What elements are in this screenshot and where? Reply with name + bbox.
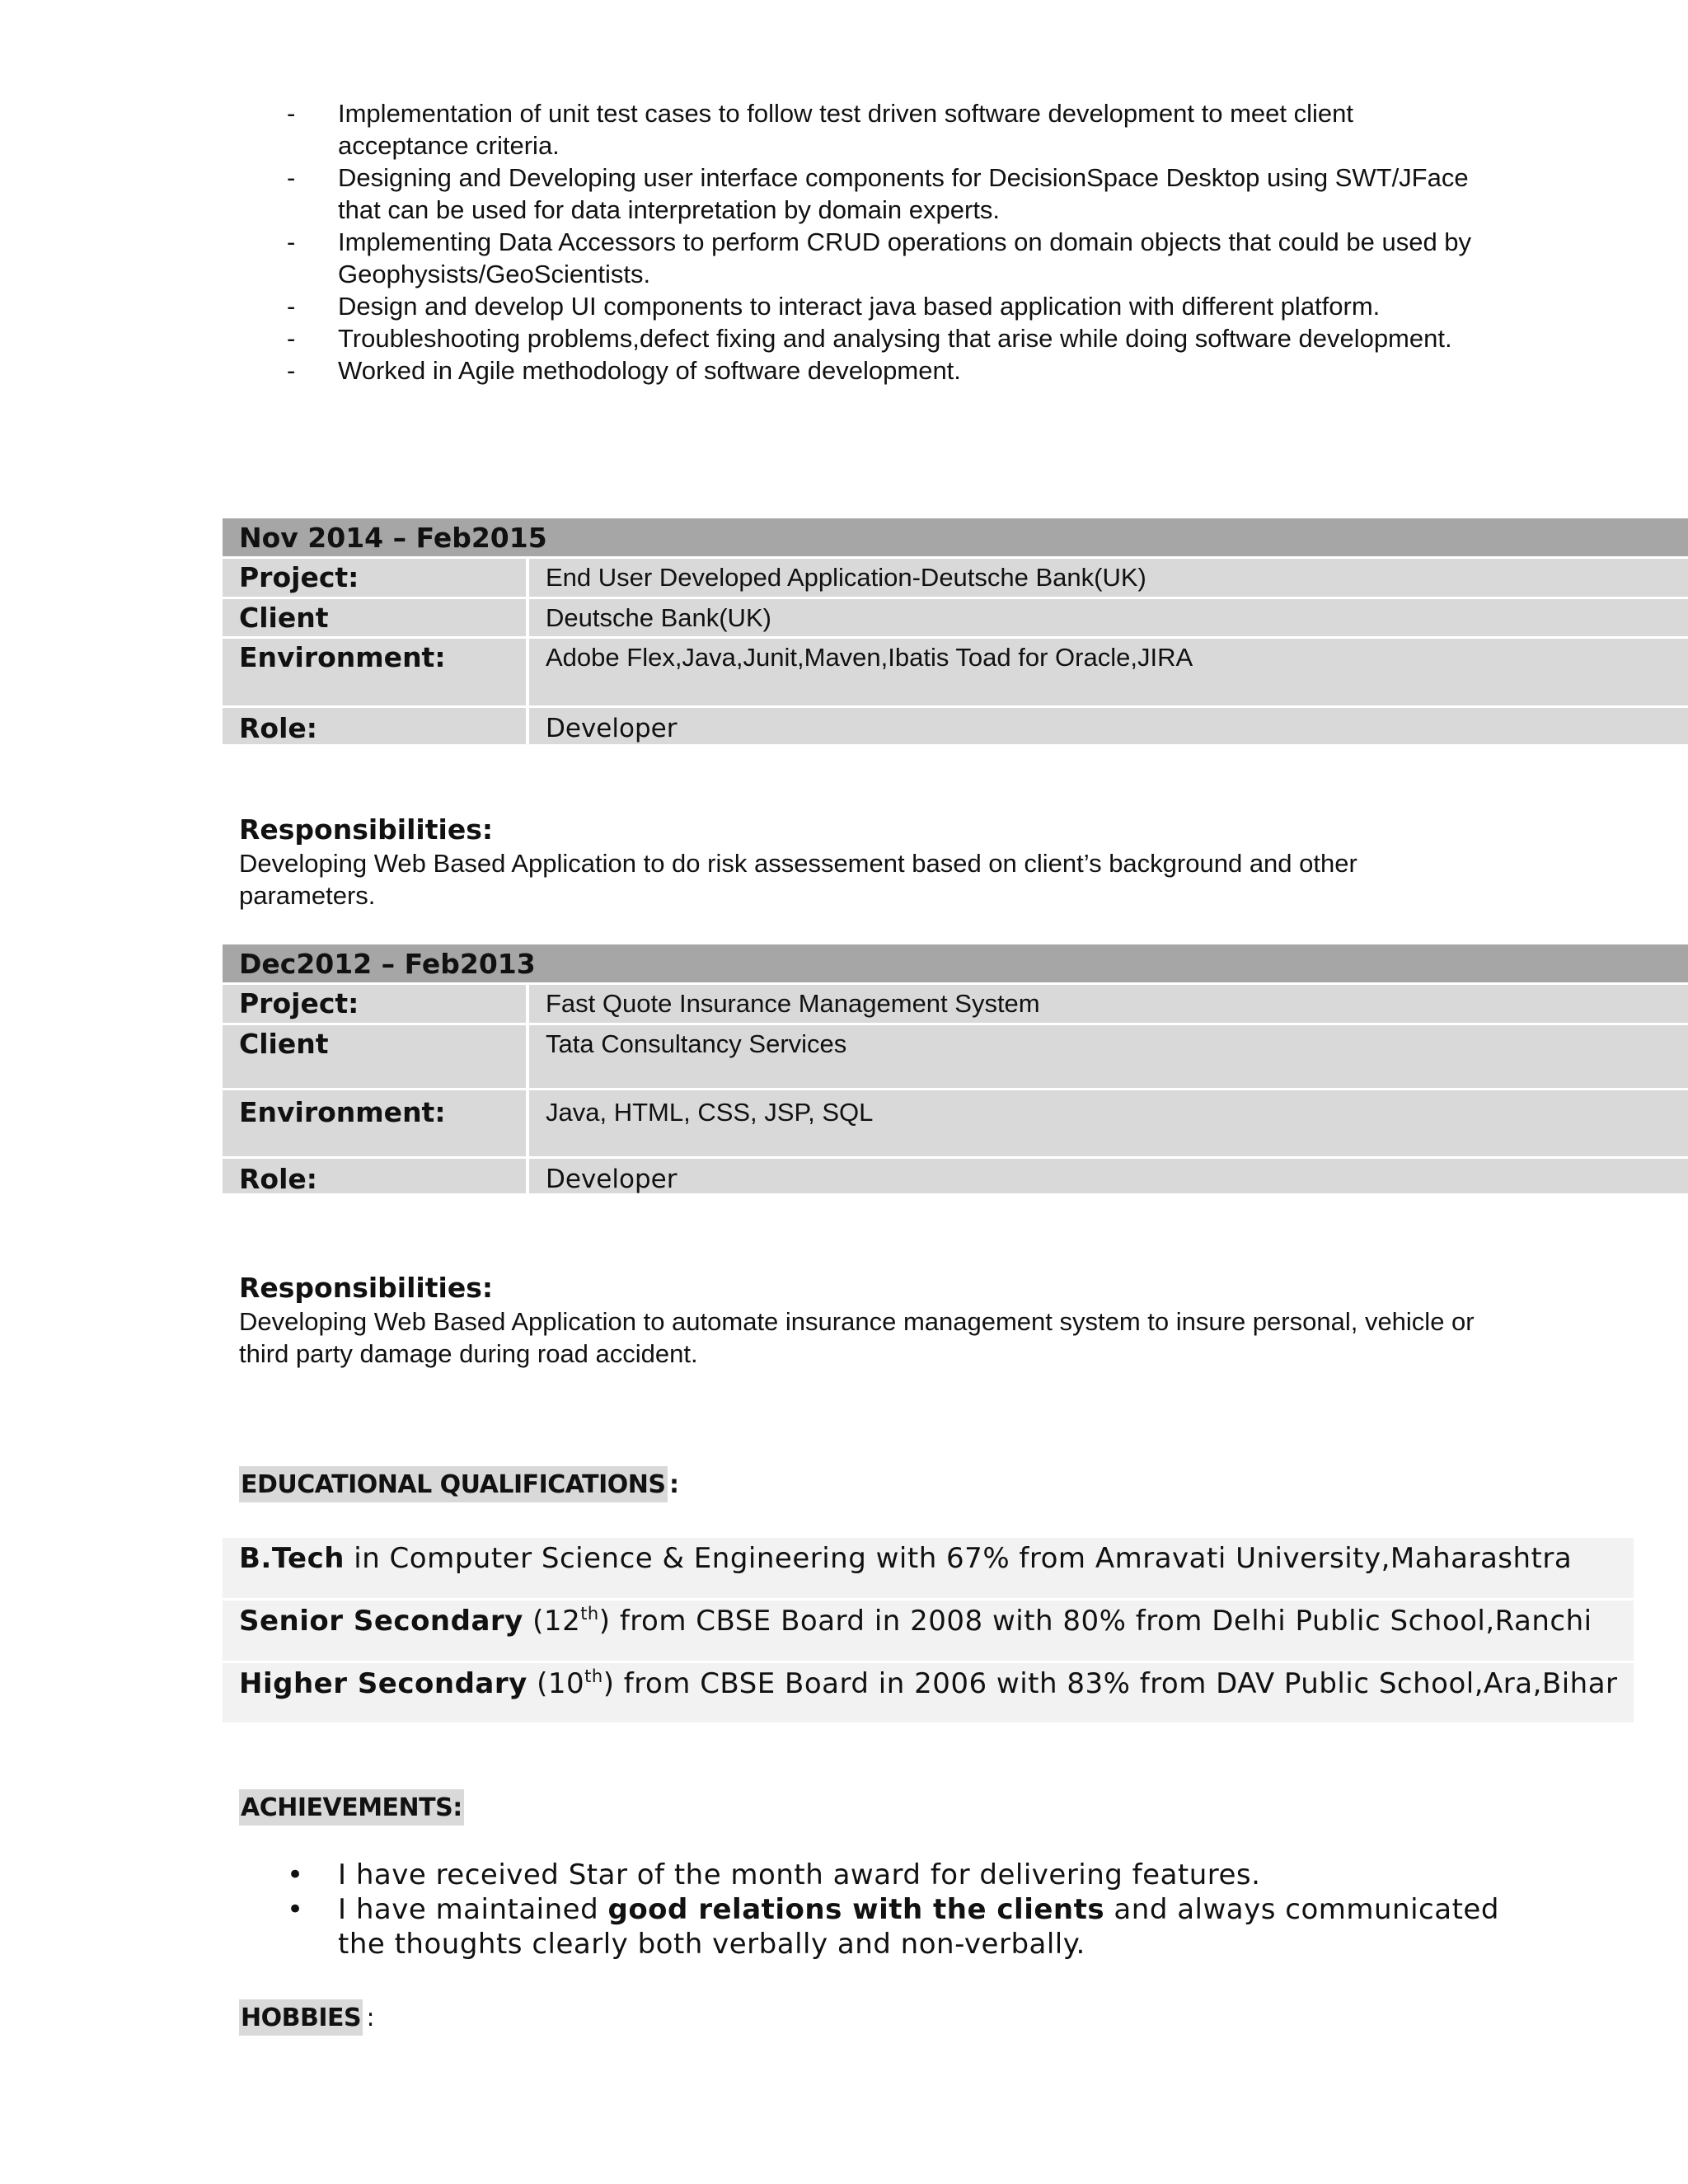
achievement-text: I have maintained <box>338 1893 608 1926</box>
bullet: • <box>287 1858 304 1891</box>
degree-name: Higher Secondary <box>239 1667 528 1700</box>
list-item-text: Worked in Agile methodology of software development. <box>338 356 961 385</box>
list-item-text: Design and develop UI components to interact java based application with different platform. <box>338 292 1381 321</box>
responsibilities-block-2 <box>239 1271 1475 1370</box>
dash-bullet: - <box>287 163 296 192</box>
dash-bullet: - <box>287 227 296 256</box>
bullet: • <box>287 1893 304 1926</box>
client-label: Client <box>223 599 529 636</box>
project-table-1 <box>223 518 1688 747</box>
project-label: Project: <box>223 985 529 1023</box>
education-row <box>223 1663 1634 1722</box>
role-label: Role: <box>223 1159 529 1193</box>
list-item <box>280 97 1475 162</box>
dash-bullet: - <box>287 356 296 385</box>
role-row <box>223 708 1688 747</box>
client-name: Tata Consultancy Services <box>529 1025 1688 1088</box>
degree-details: ) from CBSE Board in 2008 with 80% from Delhi Public School,Ranchi <box>598 1605 1592 1638</box>
responsibilities-title: Responsibilities: <box>239 813 494 846</box>
ordinal-suffix: th <box>580 1604 599 1624</box>
list-item <box>280 354 1475 387</box>
environment-label: Environment: <box>223 1090 529 1156</box>
list-item-text: Implementing Data Accessors to perform CRUD operations on domain objects that could be used by Geophysists/GeoScientists. <box>338 227 1472 288</box>
degree-details: in Computer Science & Engineering with 67% from Amravati University,Maharashtra <box>344 1542 1573 1575</box>
responsibilities-dash-list <box>280 97 1475 387</box>
environment-row <box>223 639 1688 708</box>
environment-value: Java, HTML, CSS, JSP, SQL <box>529 1090 1688 1156</box>
ordinal-suffix: th <box>584 1666 603 1686</box>
list-item <box>280 226 1475 290</box>
dash-bullet: - <box>287 292 296 321</box>
education-heading <box>239 1466 679 1502</box>
role-row <box>223 1159 1688 1196</box>
achievement-text: I have received Star of the month award for delivering features. <box>338 1858 1261 1891</box>
dash-bullet: - <box>287 324 296 353</box>
education-row <box>223 1538 1634 1601</box>
degree-name: Senior Secondary <box>239 1605 523 1638</box>
degree-details: (12 <box>523 1605 581 1638</box>
list-item-text: Troubleshooting problems,defect fixing and analysing that arise while doing software development. <box>338 324 1452 353</box>
degree-details: ) from CBSE Board in 2006 with 83% from DAV Public School,Ara,Bihar <box>603 1667 1618 1700</box>
degree-details: (10 <box>527 1667 585 1700</box>
education-row <box>223 1601 1634 1663</box>
role-label: Role: <box>223 708 529 744</box>
client-label: Client <box>223 1025 529 1088</box>
list-item <box>280 290 1475 322</box>
client-row <box>223 599 1688 639</box>
project-row <box>223 559 1688 599</box>
list-item <box>280 322 1475 354</box>
project-name: End User Developed Application-Deutsche Bank(UK) <box>529 559 1688 597</box>
hobbies-heading-text: HOBBIES <box>241 2004 362 2032</box>
education-table <box>223 1538 1634 1722</box>
project-period: Dec2012 – Feb2013 <box>223 944 1688 985</box>
dash-bullet: - <box>287 99 296 128</box>
achievements-heading: ACHIEVEMENTS: <box>239 1789 464 1825</box>
list-item-text: Implementation of unit test cases to follow test driven software development to meet client acceptance criteria. <box>338 99 1354 160</box>
role-value: Developer <box>529 708 1688 744</box>
education-heading-colon: : <box>668 1466 679 1504</box>
list-item <box>280 1892 1517 1961</box>
environment-value: Adobe Flex,Java,Junit,Maven,Ibatis Toad for Oracle,JIRA <box>529 639 1688 705</box>
responsibilities-title: Responsibilities: <box>239 1272 494 1304</box>
project-period: Nov 2014 – Feb2015 <box>223 518 1688 559</box>
list-item <box>280 1858 1517 1892</box>
project-table-2 <box>223 944 1688 1196</box>
education-heading-text: EDUCATIONAL QUALIFICATIONS <box>241 1470 666 1499</box>
list-item-text: Designing and Developing user interface components for DecisionSpace Desktop using SWT/JFace that can be used for data interpretation by domain experts. <box>338 163 1469 224</box>
achievement-text: and always communicated the thoughts clearly both verbally and non-verbally. <box>338 1893 1499 1961</box>
hobbies-heading-colon: : <box>365 1999 375 2037</box>
achievement-emphasis: good relations with the clients <box>607 1893 1105 1926</box>
responsibilities-text: Developing Web Based Application to do risk assessement based on client’s background and other parameters. <box>239 849 1357 910</box>
project-row <box>223 985 1688 1025</box>
client-row <box>223 1025 1688 1090</box>
responsibilities-text: Developing Web Based Application to automate insurance management system to insure personal, vehicle or third party damage during road accident. <box>239 1307 1475 1368</box>
project-label: Project: <box>223 559 529 597</box>
responsibilities-block-1 <box>239 813 1475 912</box>
achievements-list <box>280 1858 1517 1961</box>
list-item <box>280 162 1475 226</box>
hobbies-heading <box>239 1999 375 2036</box>
project-name: Fast Quote Insurance Management System <box>529 985 1688 1023</box>
environment-label: Environment: <box>223 639 529 705</box>
degree-name: B.Tech <box>239 1542 345 1575</box>
role-value: Developer <box>529 1159 1688 1193</box>
client-name: Deutsche Bank(UK) <box>529 599 1688 636</box>
environment-row <box>223 1090 1688 1159</box>
